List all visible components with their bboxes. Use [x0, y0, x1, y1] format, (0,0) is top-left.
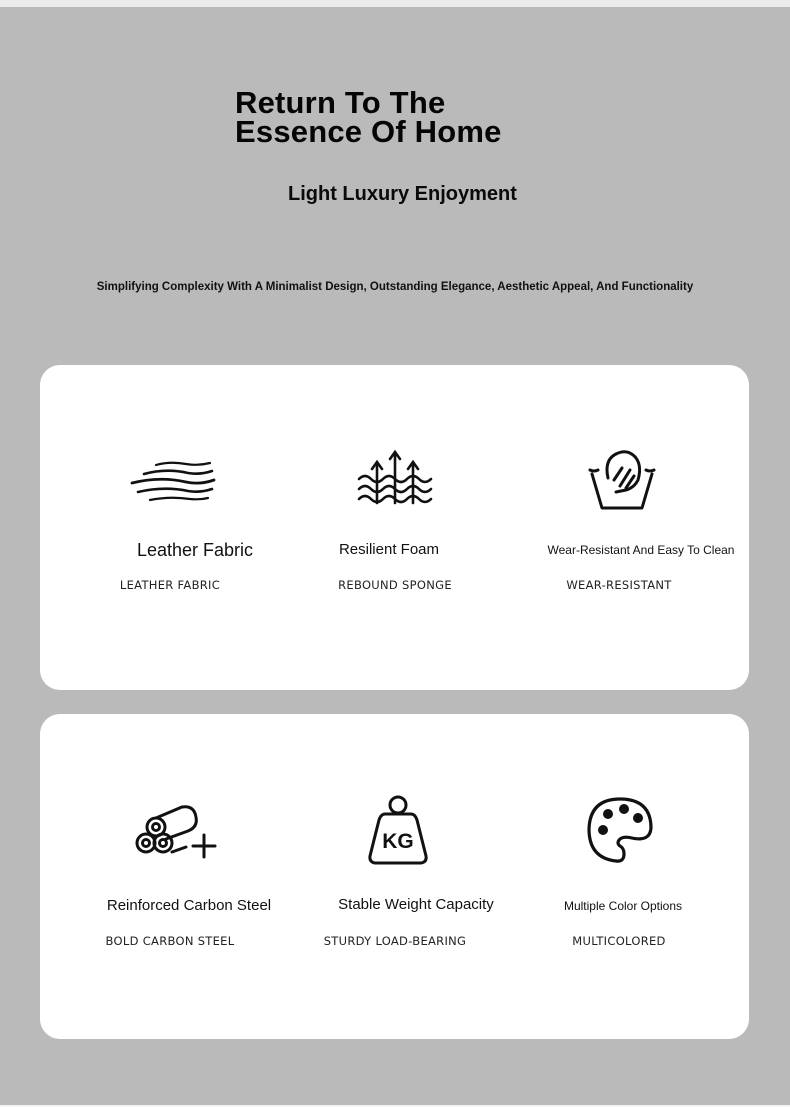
hero-title [235, 85, 555, 149]
feature-code: STURDY LOAD-BEARING [323, 934, 467, 948]
hero-title-line-2: Essence Of Home [235, 114, 502, 149]
feature-weight-capacity [277, 714, 513, 1039]
hero-subtitle: Light Luxury Enjoyment [288, 183, 517, 205]
feature-code: REBOUND SPONGE [338, 578, 452, 592]
foam-waves-icon [357, 449, 433, 505]
feature-name: Leather Fabric [136, 540, 254, 560]
feature-name: Multiple Color Options [563, 899, 683, 913]
feature-name: Resilient Foam [338, 541, 440, 558]
feature-code: MULTICOLORED [572, 934, 666, 948]
feature-code: LEATHER FABRIC [119, 578, 221, 592]
feature-code: WEAR-RESISTANT [566, 578, 672, 592]
materials-card [40, 365, 749, 690]
feature-color-options [504, 714, 740, 1039]
kg-weight-icon [365, 794, 431, 866]
feature-leather-fabric [60, 365, 296, 690]
feature-code: BOLD CARBON STEEL [105, 934, 235, 948]
top-strip [0, 0, 790, 7]
feature-wear-resistant [504, 365, 740, 690]
kg-weight-label: KG [382, 830, 414, 853]
wash-basin-icon [588, 450, 656, 512]
hero-title-line-1: Return To The [235, 85, 446, 120]
hero-tagline: Simplifying Complexity With A Minimalist Design, Outstanding Elegance, Aesthetic Appeal, And Functionality [96, 281, 694, 293]
feature-name: Stable Weight Capacity [338, 896, 494, 913]
feature-carbon-steel [60, 714, 296, 1039]
structure-card [40, 714, 749, 1039]
steel-pipes-icon [134, 803, 216, 859]
wind-icon [130, 461, 216, 503]
palette-icon [586, 796, 654, 864]
feature-name: Wear-Resistant And Easy To Clean [547, 543, 735, 557]
feature-name: Reinforced Carbon Steel [106, 897, 272, 914]
feature-resilient-foam [277, 365, 513, 690]
